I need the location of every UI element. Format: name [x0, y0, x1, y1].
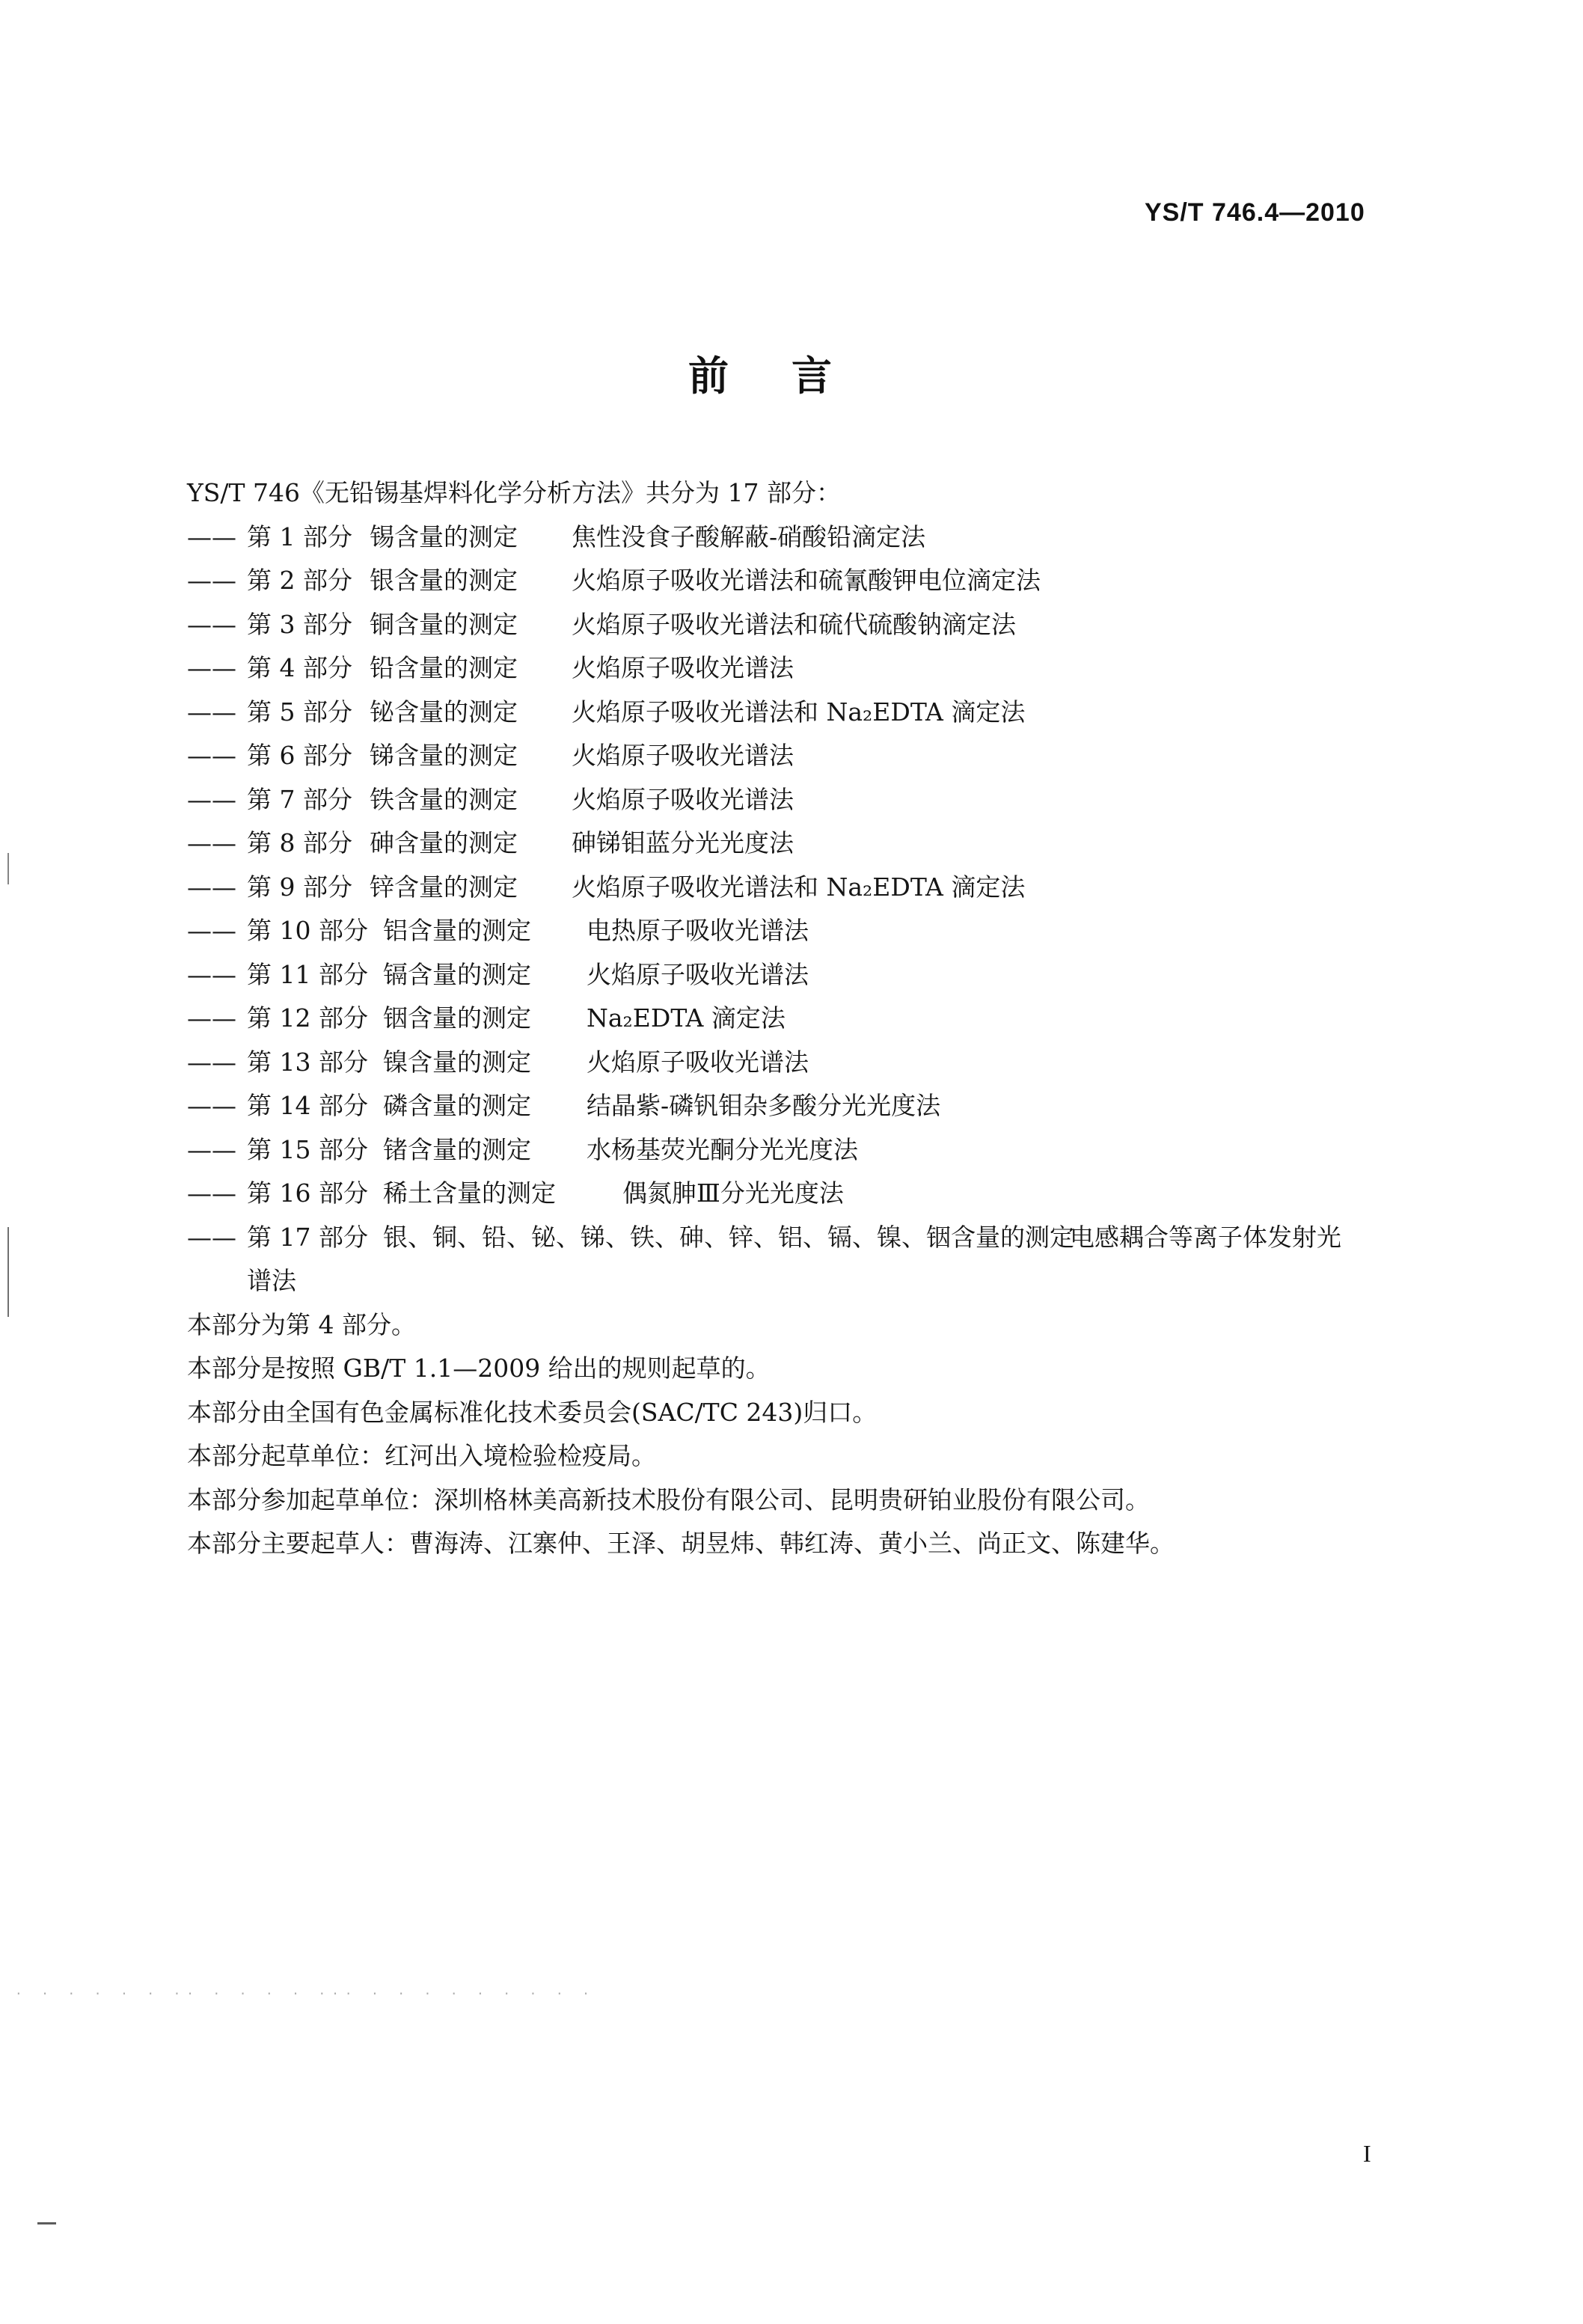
part-subject: 锑含量的测定 [370, 741, 518, 770]
part-line [187, 997, 1444, 1041]
part-subject: 镉含量的测定 [383, 959, 531, 989]
em-dash: —— [187, 609, 236, 639]
statement-participating-units: 本部分参加起草单位：深圳格林美高新技术股份有限公司、昆明贵研铂业股份有限公司。 [187, 1484, 1150, 1514]
part-method: 火焰原子吸收光谱法 [587, 959, 809, 989]
em-dash: —— [187, 872, 236, 902]
part-line [187, 1041, 1444, 1085]
part-number: 第 11 部分 [247, 959, 368, 989]
part-method: 火焰原子吸收光谱法 [572, 741, 794, 770]
preface-intro: YS/T 746《无铅锡基焊料化学分析方法》共分为 17 部分： [187, 478, 841, 507]
part-number: 第 10 部分 [247, 916, 368, 945]
em-dash: —— [187, 522, 236, 551]
part-line [187, 691, 1444, 735]
em-dash: —— [187, 828, 236, 857]
em-dash: —— [187, 697, 236, 727]
part-number: 第 4 部分 [247, 653, 352, 682]
part-method: 砷锑钼蓝分光光度法 [572, 828, 794, 857]
part-subject: 铋含量的测定 [370, 697, 518, 727]
part-line [187, 822, 1444, 866]
part-subject: 磷含量的测定 [383, 1091, 531, 1120]
part-line [187, 909, 1444, 953]
em-dash: —— [187, 1091, 236, 1120]
part-method: 水杨基荧光酮分光光度法 [587, 1134, 858, 1164]
statement-main-drafters: 本部分主要起草人：曹海涛、江寨仲、王泽、胡昱炜、韩红涛、黄小兰、尚正文、陈建华。 [187, 1529, 1175, 1558]
part-method: 结晶紫-磷钒钼杂多酸分光光度法 [587, 1091, 941, 1120]
part-number: 第 15 部分 [247, 1134, 368, 1164]
part-method: 火焰原子吸收光谱法 [572, 784, 794, 814]
part-method: 焦性没食子酸解蔽-硝酸铅滴定法 [572, 522, 926, 551]
em-dash: —— [187, 1222, 236, 1252]
standard-number: YS/T 746.4—2010 [1145, 198, 1365, 227]
scan-mark [37, 2222, 56, 2224]
part-method: 火焰原子吸收光谱法 [587, 1047, 809, 1077]
em-dash: —— [187, 1003, 236, 1033]
page-number: I [1363, 2140, 1371, 2167]
statement-committee: 本部分由全国有色金属标准化技术委员会(SAC/TC 243)归口。 [187, 1397, 878, 1427]
part-line [187, 1128, 1444, 1172]
part-line-17-continued: 谱法 [247, 1266, 296, 1295]
scan-mark [7, 1227, 9, 1317]
part-method: 火焰原子吸收光谱法和 Na₂EDTA 滴定法 [572, 697, 1026, 727]
part-number: 第 6 部分 [247, 741, 352, 770]
part-number: 第 8 部分 [247, 828, 352, 857]
part-method: 火焰原子吸收光谱法和硫代硫酸钠滴定法 [572, 609, 1016, 639]
em-dash: —— [187, 566, 236, 595]
part-subject: 铅含量的测定 [370, 653, 518, 682]
part-number: 第 5 部分 [247, 697, 352, 727]
statement-drafting-rules: 本部分是按照 GB/T 1.1—2009 给出的规则起草的。 [187, 1354, 771, 1383]
part-number: 第 2 部分 [247, 566, 352, 595]
em-dash: —— [187, 1134, 236, 1164]
part-method: 电感耦合等离子体发射光 [1070, 1222, 1341, 1252]
part-subject: 银含量的测定 [370, 566, 518, 595]
part-line [187, 778, 1444, 822]
part-subject: 砷含量的测定 [370, 828, 518, 857]
em-dash: —— [187, 653, 236, 682]
part-method: 火焰原子吸收光谱法和硫氰酸钾电位滴定法 [572, 566, 1041, 595]
part-number: 第 17 部分 [247, 1222, 368, 1252]
em-dash: —— [187, 1178, 236, 1208]
part-line [187, 866, 1444, 910]
part-subject: 铁含量的测定 [370, 784, 518, 814]
part-subject: 铟含量的测定 [383, 1003, 531, 1033]
part-line [187, 646, 1444, 691]
statement-part-number: 本部分为第 4 部分。 [187, 1309, 416, 1339]
page-title: 前言 [688, 352, 895, 400]
part-subject: 镍含量的测定 [383, 1047, 531, 1077]
em-dash: —— [187, 784, 236, 814]
statement-drafting-unit: 本部分起草单位：红河出入境检验检疫局。 [187, 1441, 656, 1470]
part-subject: 铜含量的测定 [370, 609, 518, 639]
scan-noise-line: · · · · · · ·· · · · · ··· · · · · · · · · · [15, 1987, 595, 2001]
part-method: Na₂EDTA 滴定法 [587, 1003, 786, 1033]
part-line [187, 1084, 1444, 1128]
part-line [187, 953, 1444, 997]
part-subject: 锌含量的测定 [370, 872, 518, 902]
part-number: 第 12 部分 [247, 1003, 368, 1033]
part-line [187, 559, 1444, 603]
part-method: 电热原子吸收光谱法 [587, 916, 809, 945]
part-number: 第 13 部分 [247, 1047, 368, 1077]
part-method: 偶氮胂Ⅲ分光光度法 [622, 1178, 844, 1208]
em-dash: —— [187, 916, 236, 945]
scan-mark [7, 853, 9, 884]
part-method: 火焰原子吸收光谱法和 Na₂EDTA 滴定法 [572, 872, 1026, 902]
part-number: 第 16 部分 [247, 1178, 368, 1208]
part-method: 火焰原子吸收光谱法 [572, 653, 794, 682]
preface-body [187, 471, 1444, 1566]
part-line [187, 1172, 1444, 1216]
em-dash: —— [187, 741, 236, 770]
part-line [187, 603, 1444, 647]
part-number: 第 9 部分 [247, 872, 352, 902]
part-subject: 铝含量的测定 [383, 916, 531, 945]
part-line [187, 734, 1444, 778]
part-line-17 [187, 1216, 1444, 1260]
em-dash: —— [187, 959, 236, 989]
em-dash: —— [187, 1047, 236, 1077]
part-number: 第 1 部分 [247, 522, 352, 551]
part-number: 第 3 部分 [247, 609, 352, 639]
part-line [187, 516, 1444, 560]
part-subject: 锡含量的测定 [370, 522, 518, 551]
part-subject: 稀土含量的测定 [383, 1178, 556, 1208]
part-subject: 锗含量的测定 [383, 1134, 531, 1164]
part-subject: 银、铜、铅、铋、锑、铁、砷、锌、铝、镉、镍、铟含量的测定 [383, 1222, 1074, 1252]
part-number: 第 14 部分 [247, 1091, 368, 1120]
part-number: 第 7 部分 [247, 784, 352, 814]
